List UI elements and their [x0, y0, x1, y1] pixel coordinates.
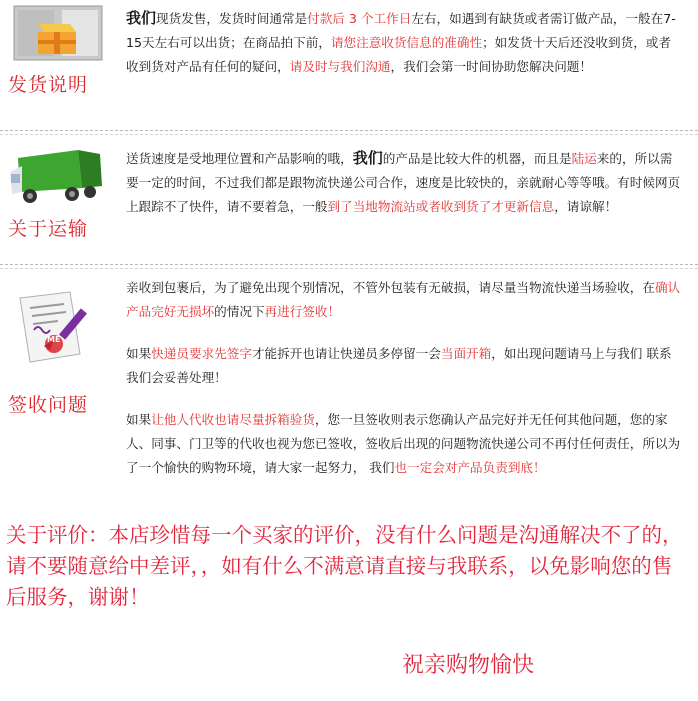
transport-paragraph: 送货速度是受地理位置和产品影响的哦，我们的产品是比较大件的机器，而且是陆运来的，所以需要一定的时间，不过我们都是跟物流快递公司合作，速度是比较快的，亲就耐心等等哦。有时候网页上跟踪不了快件，请不要着急，一般到了当地物流站或者收到货了才更新信息，请谅解！: [126, 149, 681, 214]
stamp-text: ME: [47, 335, 61, 344]
transport-title: 关于运输: [8, 218, 89, 240]
sign-document-icon: [8, 290, 108, 370]
signing-section: [0, 268, 698, 514]
closing-greeting: 祝亲购物愉快: [402, 653, 535, 678]
transport-section: [0, 136, 698, 262]
signing-paragraph-2: 如果快递员要求先签字才能拆开也请让快递员多停留一会当面开箱，如出现问题请马上与我们 联系 我们会妥善处理！: [126, 346, 672, 385]
shipping-title: 发货说明: [8, 74, 89, 96]
review-notice: 关于评价：本店珍惜每一个买家的评价，没有什么问题是沟通解决不了的，请不要随意给中差评，，如有什么不满意请直接与我联系，以免影响您的售后服务，谢谢！: [6, 523, 683, 609]
divider: [0, 130, 698, 135]
shipping-section: [0, 0, 698, 128]
signing-paragraph-3: 如果让他人代收也请尽量拆箱验货，您一旦签收则表示您确认产品完好并无任何其他问题，您的家人、同事、门卫等的代收也视为您已签收，签收后出现的问题物流快递公司不再付任何责任，所以为了一个愉快的购物环境，请大家一起努力， 我们也一定会对产品负责到底！: [126, 412, 681, 475]
shipping-paragraph: 我们现货发售，发货时间通常是付款后 3 个工作日左右，如遇到有缺货或者需订做产品，一般在7-15天左右可以出货；在商品拍下前，请您注意收货信息的准确性；如发货十天后还没收到货，或者收到货对产品有任何的疑问，请及时与我们沟通，我们会第一时间协助您解决问题！: [126, 9, 676, 74]
package-box-icon: [8, 2, 108, 72]
signing-title: 签收问题: [8, 394, 89, 416]
delivery-truck-icon: [8, 142, 108, 212]
signing-paragraph-1: 亲收到包裹后，为了避免出现个别情况，不管外包装有无破损，请尽量当物流快递当场验收，在确认产品完好无损坏的情况下再进行签收！: [126, 280, 681, 319]
